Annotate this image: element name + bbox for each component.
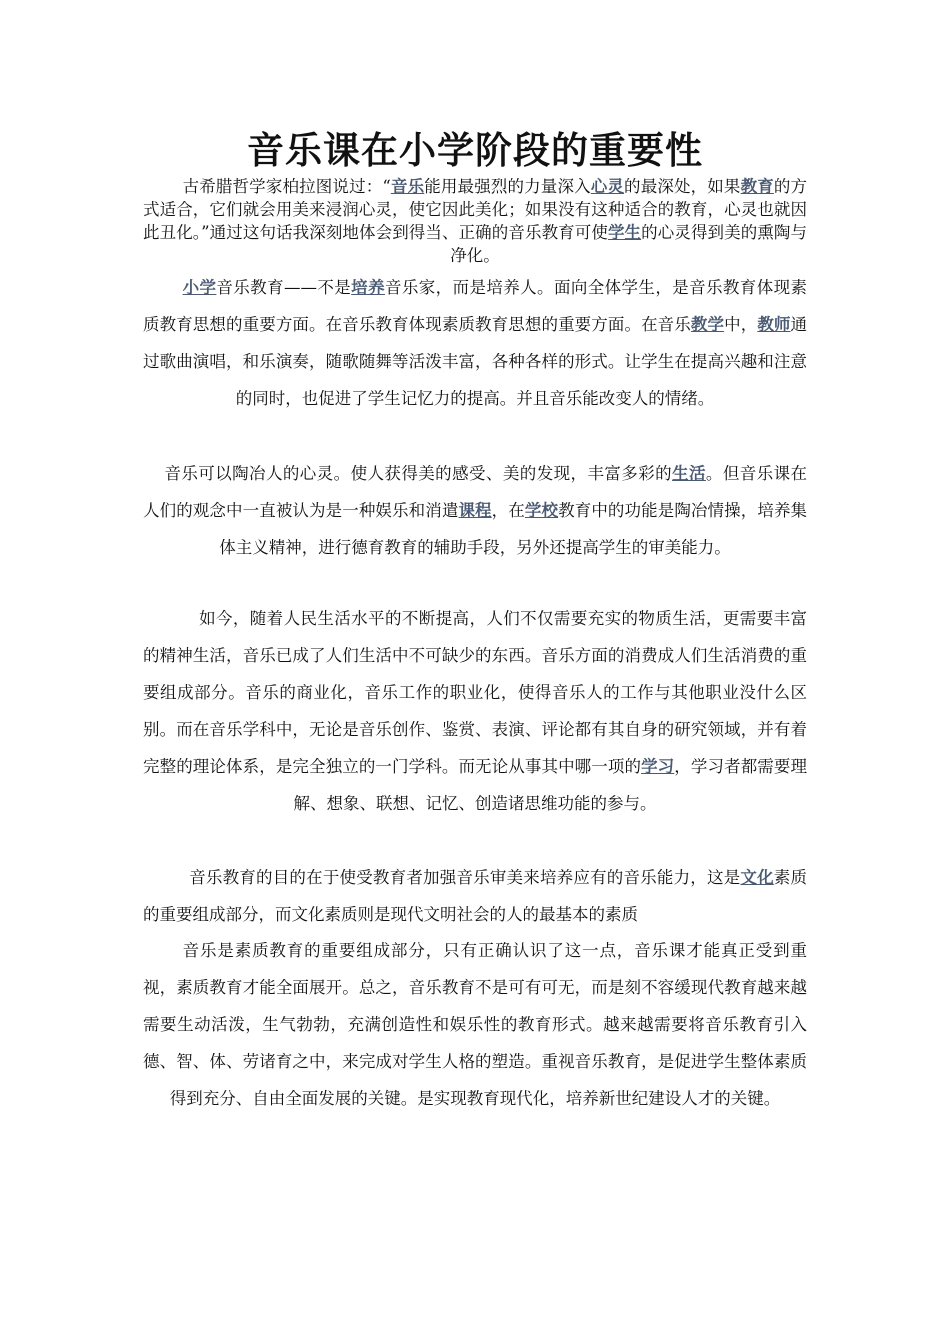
- text-segment: ，学习者都需要理解、想象、联想、记忆、创造诸思维功能的参与。: [293, 757, 808, 813]
- text-segment: 中，: [724, 315, 758, 334]
- link-school[interactable]: 学校: [524, 501, 559, 520]
- text-segment: 音乐家，而是培养人。面向全体学生，是音乐教育体现素质教育思想的重要方面。在音乐教育体现素质教育思想的重要方面。在音乐: [143, 278, 808, 334]
- text-segment: 音乐教育——不是: [216, 278, 352, 297]
- paragraph-purpose: [143, 859, 807, 933]
- text-segment: ，在: [491, 501, 525, 520]
- text-segment: 。但音乐课在人们的观念中一直被认为是一种娱乐和消遣: [143, 464, 808, 520]
- text-segment: 的心灵得到美的熏陶与净化。: [450, 223, 808, 265]
- link-student[interactable]: 学生: [607, 223, 642, 242]
- text-segment: 的最深处，如果: [624, 177, 741, 196]
- text-segment: 能用最强烈的力量深入: [424, 177, 591, 196]
- link-teacher[interactable]: 教师: [757, 315, 791, 334]
- paragraph-plato-quote: [143, 175, 807, 267]
- link-education[interactable]: 教育: [740, 177, 774, 196]
- text-segment: 素质的重要组成部分，而文化素质则是现代文明社会的人的最基本的素质: [143, 868, 807, 924]
- link-course[interactable]: 课程: [458, 501, 492, 520]
- paragraph-conclusion: [143, 932, 807, 1117]
- link-heart[interactable]: 心灵: [590, 177, 625, 196]
- text-segment: 通过歌曲演唱，和乐演奏，随歌随舞等活泼丰富，各种各样的形式。让学生在提高兴趣和注意的同时，也促进了学生记忆力的提高。并且音乐能改变人的情绪。: [143, 315, 808, 408]
- link-study[interactable]: 学习: [641, 757, 675, 776]
- page-title: 音乐课在小学阶段的重要性: [247, 128, 703, 172]
- text-segment: 教育中的功能是陶冶情操，培养集体主义精神，进行德育教育的辅助手段，另外还提高学生的审美能力。: [219, 501, 808, 557]
- text-segment: 的方式适合，它们就会用美来浸润心灵，使它因此美化；如果没有这种适合的教育，心灵也就因此丑化。”通过这句话我深刻地体会到得当、正确的音乐教育可使: [143, 177, 808, 242]
- link-teaching[interactable]: 教学: [690, 315, 725, 334]
- link-life[interactable]: 生活: [672, 464, 706, 483]
- paragraph-primary-music: [143, 269, 807, 417]
- text-segment: 音乐可以陶冶人的心灵。使人获得美的感受、美的发现，丰富多彩的: [164, 464, 673, 483]
- link-music[interactable]: 音乐: [390, 177, 425, 196]
- text-segment: 音乐教育的目的在于使受教育者加强音乐审美来培养应有的音乐能力，这是: [189, 868, 741, 887]
- text-segment: 音乐是素质教育的重要组成部分，只有正确认识了这一点，音乐课才能真正受到重视，素质教育才能全面展开。总之，音乐教育不是可有可无，而是刻不容缓现代教育越来越需要生动活泼，生气勃勃，充满创造性和娱乐性的教育形式。越来越需要将音乐教育引入德、智、体、劳诸育之中，来完成对学生人格的塑造。重视音乐教育，是促进学生整体素质得到充分、自由全面发展的关键。是实现教育现代化，培养新世纪建设人才的关键。: [143, 941, 807, 1108]
- text-segment: 如今，随着人民生活水平的不断提高，人们不仅需要充实的物质生活，更需要丰富的精神生活，音乐已成了人们生活中不可缺少的东西。音乐方面的消费成人们生活消费的重要组成部分。音乐的商业化，音乐工作的职业化，使得音乐人的工作与其他职业没什么区别。而在音乐学科中，无论是音乐创作、鉴赏、表演、评论都有其自身的研究领域，并有着完整的理论体系，是完全独立的一门学科。而无论从事其中哪一项的: [143, 609, 807, 776]
- link-primary-school[interactable]: 小学: [182, 278, 217, 297]
- paragraph-cultivate-heart: [143, 455, 807, 566]
- paragraph-modern-life: [143, 600, 807, 822]
- link-cultivate[interactable]: 培养: [351, 278, 385, 297]
- link-culture[interactable]: 文化: [740, 868, 774, 887]
- text-segment: 古希腊哲学家柏拉图说过：“: [182, 177, 391, 196]
